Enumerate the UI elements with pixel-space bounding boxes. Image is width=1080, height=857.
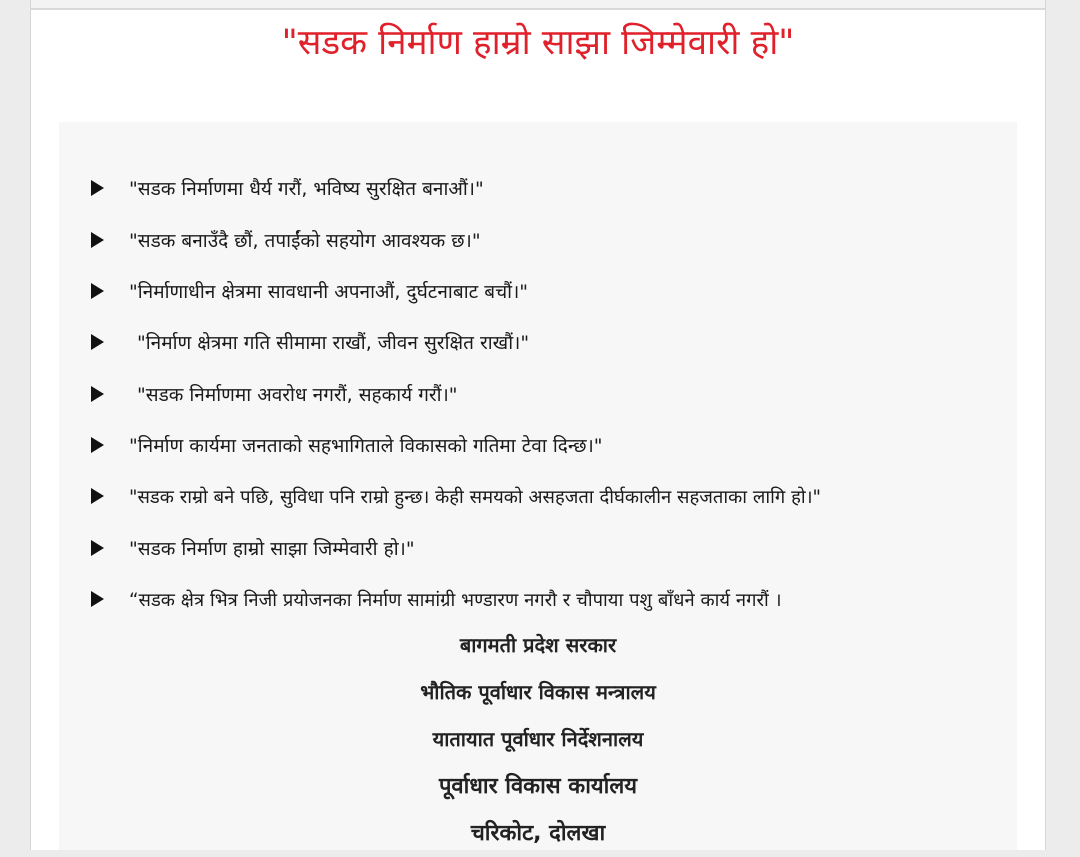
slogan-text: "निर्माण कार्यमा जनताको सहभागिताले विकासको गतिमा टेवा दिन्छ।"	[129, 435, 603, 457]
slogan-text: "सडक निर्माणमा अवरोध नगरौं, सहकार्य गरौं।"	[137, 384, 458, 406]
slogan-item	[91, 530, 415, 566]
slogan-text: "सडक बनाउँदै छौं, तपाईंको सहयोग आवश्यक छ।"	[129, 230, 481, 252]
issuer-directorate: यातायात पूर्वाधार निर्देशनालय	[432, 727, 644, 751]
slogan-item	[91, 222, 481, 258]
issuer-location: चरिकोट, दोलखा	[470, 821, 606, 846]
slogan-text: "निर्माण क्षेत्रमा गति सीमामा राखौं, जीवन सुरक्षित राखौं।"	[137, 332, 530, 354]
document-page	[30, 0, 1046, 850]
slogan-text: "निर्माणाधीन क्षेत्रमा सावधानी अपनाऔं, दुर्घटनाबाट बचौं।"	[129, 281, 529, 303]
slogan-item	[91, 427, 603, 463]
bullet-arrow-icon	[91, 334, 104, 350]
slogan-item	[91, 324, 529, 360]
issuer-ministry: भौतिक पूर्वाधार विकास मन्त्रालय	[420, 680, 656, 704]
slogan-item	[91, 170, 484, 206]
slogan-text: "सडक निर्माण हाम्रो साझा जिम्मेवारी हो।"	[129, 538, 415, 560]
bullet-arrow-icon	[91, 232, 104, 248]
bullet-arrow-icon	[91, 437, 104, 453]
slogan-item	[91, 376, 458, 412]
slogan-text: "सडक निर्माणमा धैर्य गरौं, भविष्य सुरक्षित बनाऔं।"	[129, 178, 484, 200]
slogan-text: "सडक राम्रो बने पछि, सुविधा पनि राम्रो हुन्छ। केही समयको असहजता दीर्घकालीन सहजताका लागि हो।"	[129, 486, 822, 508]
issuer-government: बागमती प्रदेश सरकार	[459, 633, 617, 657]
slogan-item	[91, 478, 821, 514]
issuer-block	[59, 622, 1017, 857]
bullet-arrow-icon	[91, 283, 104, 299]
slogan-item	[91, 273, 528, 309]
bullet-arrow-icon	[91, 180, 104, 196]
bullet-arrow-icon	[91, 540, 104, 556]
slogan-item	[91, 581, 782, 617]
document-title: "सडक निर्माण हाम्रो साझा जिम्मेवारी हो"	[281, 23, 795, 63]
slogan-text: “सडक क्षेत्र भित्र निजी प्रयोजनका निर्माण सामांग्री भण्डारण नगरौ र चौपाया पशु बाँधने कार्य नगरौं ।	[129, 589, 782, 611]
bullet-arrow-icon	[91, 488, 104, 504]
content-box	[59, 122, 1017, 850]
bullet-arrow-icon	[91, 591, 104, 607]
page-top-border	[31, 0, 1045, 10]
issuer-office: पूर्वाधार विकास कार्यालय	[438, 774, 638, 799]
bullet-arrow-icon	[91, 386, 104, 402]
